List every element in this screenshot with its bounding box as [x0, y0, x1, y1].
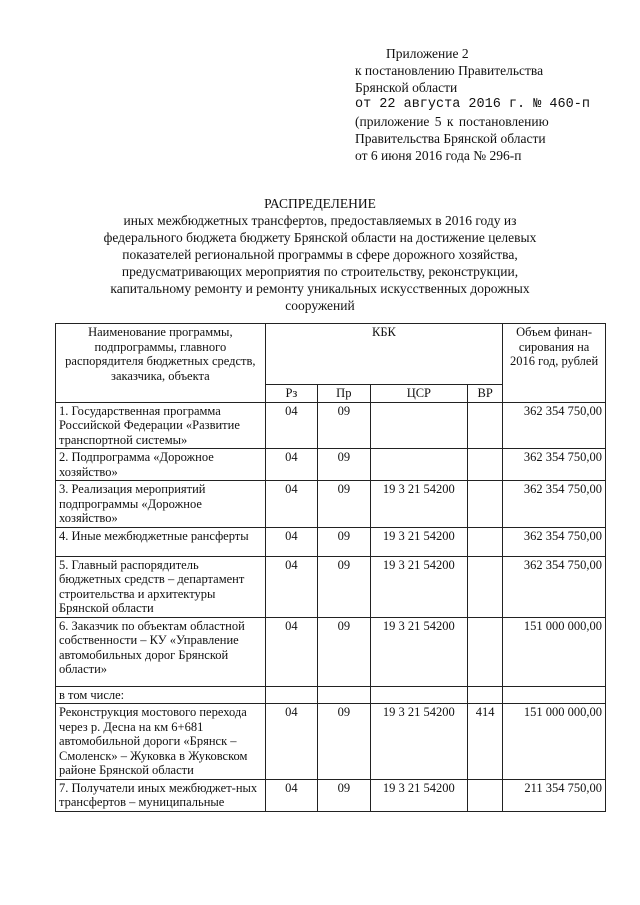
row-name: 3. Реализация мероприятий подпрограммы «Дорожное хозяйство»: [56, 481, 266, 528]
row-csr: [370, 402, 468, 449]
title-heading: РАСПРЕДЕЛЕНИЕ: [264, 196, 376, 211]
row-vr: [468, 481, 503, 528]
title-line: сооружений: [285, 298, 355, 313]
row-rz: 04: [265, 449, 317, 481]
header-kbk: КБК: [265, 324, 502, 385]
title-line: капитальному ремонту и ремонту уникальных искусственных дорожных: [110, 281, 530, 296]
table-row: [56, 402, 606, 449]
row-pr: 09: [318, 481, 370, 528]
row-pr: 09: [318, 449, 370, 481]
appendix-line: Правительства Брянской области: [355, 131, 546, 146]
row-pr: 09: [318, 779, 370, 811]
table-row: [56, 449, 606, 481]
row-name: в том числе:: [56, 686, 266, 704]
row-vr: [468, 527, 503, 556]
row-sum: 151 000 000,00: [503, 704, 606, 780]
row-rz: 04: [265, 481, 317, 528]
row-vr: [468, 617, 503, 686]
row-pr: [318, 686, 370, 704]
row-name: Реконструкция мостового перехода через р. Десна на км 6+681 автомобильной дороги «Брянск – Смоленск» – Жуковка в Жуковском районе Брянской области: [56, 704, 266, 780]
row-pr: 09: [318, 704, 370, 780]
row-csr: 19 3 21 54200: [370, 556, 468, 617]
appendix-line: Приложение 2: [386, 46, 469, 61]
row-sum: 362 354 750,00: [503, 527, 606, 556]
table-row: [56, 686, 606, 704]
row-rz: 04: [265, 617, 317, 686]
table-row: [56, 527, 606, 556]
table-header-row: [56, 324, 606, 385]
distribution-table: [55, 323, 606, 812]
row-vr: [468, 402, 503, 449]
title-line: предусматривающих мероприятия по строительству, реконструкции,: [121, 264, 519, 279]
title-line: иных межбюджетных трансфертов, предоставляемых в 2016 году из: [123, 213, 517, 228]
row-rz: 04: [265, 527, 317, 556]
header-csr: ЦСР: [370, 385, 468, 403]
row-name: 5. Главный распорядитель бюджетных средств – департамент строительства и архитектуры Брянской области: [56, 556, 266, 617]
row-sum: 362 354 750,00: [503, 481, 606, 528]
row-name: 2. Подпрограмма «Дорожное хозяйство»: [56, 449, 266, 481]
row-pr: 09: [318, 617, 370, 686]
table-row: [56, 617, 606, 686]
row-csr: [370, 686, 468, 704]
appendix-line: Брянской области: [355, 80, 458, 95]
row-rz: 04: [265, 402, 317, 449]
row-sum: 211 354 750,00: [503, 779, 606, 811]
row-vr: 414: [468, 704, 503, 780]
row-pr: 09: [318, 402, 370, 449]
row-name: 7. Получатели иных межбюджет-ных трансфертов – муниципальные: [56, 779, 266, 811]
appendix-line: от 6 июня 2016 года № 296-п: [355, 148, 522, 163]
row-vr: [468, 779, 503, 811]
row-sum: [503, 686, 606, 704]
row-rz: 04: [265, 779, 317, 811]
table-row: [56, 481, 606, 528]
row-csr: 19 3 21 54200: [370, 527, 468, 556]
header-rz: Рз: [265, 385, 317, 403]
row-rz: [265, 686, 317, 704]
header-pr: Пр: [318, 385, 370, 403]
row-csr: [370, 449, 468, 481]
header-sum: Объем финан-сирования на 2016 год, рублей: [503, 324, 606, 403]
row-csr: 19 3 21 54200: [370, 617, 468, 686]
table-row: [56, 556, 606, 617]
row-sum: 151 000 000,00: [503, 617, 606, 686]
row-sum: 362 354 750,00: [503, 556, 606, 617]
appendix-line: к постановлению Правительства: [355, 63, 544, 78]
row-pr: 09: [318, 527, 370, 556]
appendix-date-line: от 22 августа 2016 г. № 460-п: [355, 97, 590, 112]
row-vr: [468, 556, 503, 617]
row-sum: 362 354 750,00: [503, 402, 606, 449]
appendix-line: (приложение 5 к постановлению: [355, 114, 549, 129]
table-row: [56, 704, 606, 780]
header-name: Наименование программы, подпрограммы, главного распорядителя бюджетных средств, заказчика, объекта: [56, 324, 266, 403]
row-csr: 19 3 21 54200: [370, 779, 468, 811]
row-rz: 04: [265, 556, 317, 617]
row-rz: 04: [265, 704, 317, 780]
row-pr: 09: [318, 556, 370, 617]
header-vr: ВР: [468, 385, 503, 403]
table-row: [56, 779, 606, 811]
title-line: показателей региональной программы в сфере дорожного хозяйства,: [122, 247, 518, 262]
row-vr: [468, 686, 503, 704]
row-name: 1. Государственная программа Российской Федерации «Развитие транспортной системы»: [56, 402, 266, 449]
row-name: 6. Заказчик по объектам областной собственности – КУ «Управление автомобильных дорог Брянской области»: [56, 617, 266, 686]
title-line: федерального бюджета бюджету Брянской области на достижение целевых: [103, 230, 537, 245]
row-csr: 19 3 21 54200: [370, 704, 468, 780]
row-vr: [468, 449, 503, 481]
row-sum: 362 354 750,00: [503, 449, 606, 481]
row-name: 4. Иные межбюджетные рансферты: [56, 527, 266, 556]
row-csr: 19 3 21 54200: [370, 481, 468, 528]
